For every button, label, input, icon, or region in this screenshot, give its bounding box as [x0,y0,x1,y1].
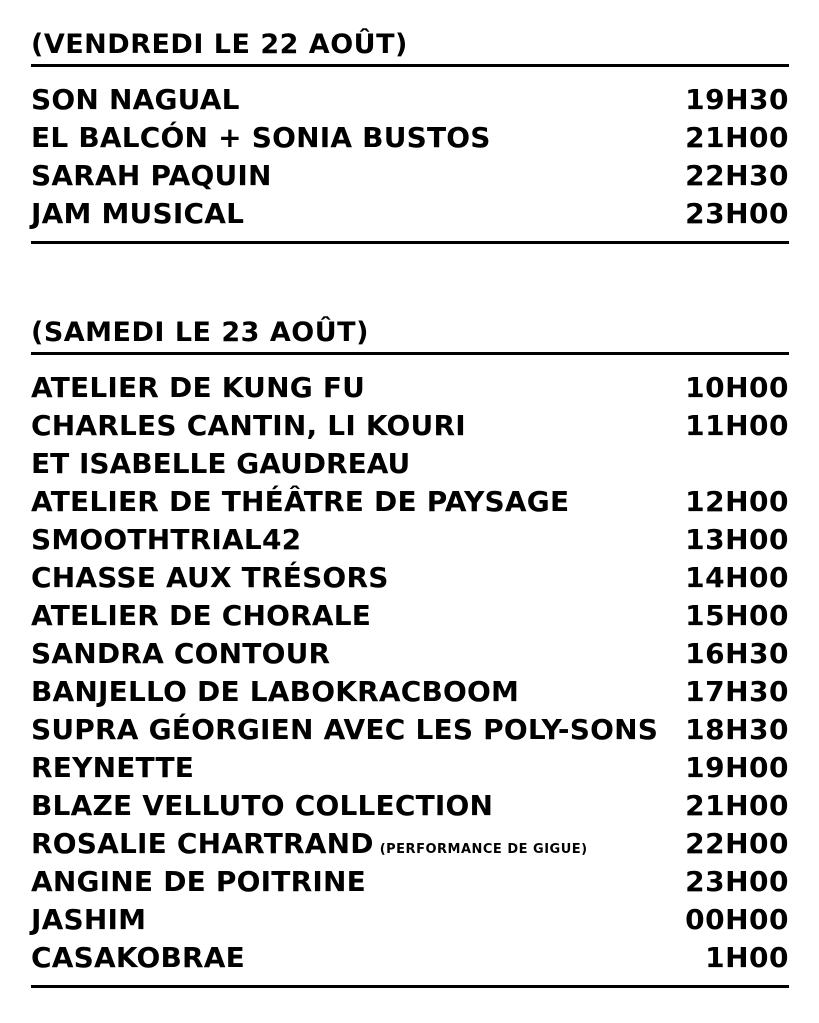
act-name: ATELIER DE KUNG FU [31,371,366,404]
act-time: 15H00 [685,599,789,632]
act-time: 21H00 [685,789,789,822]
saturday-bottom-rule [31,985,789,988]
act-time: 22H00 [685,827,789,860]
act-name: BLAZE VELLUTO COLLECTION [31,789,494,822]
act-time: 18H30 [685,713,789,746]
schedule-row [31,749,789,787]
act-name: SUPRA GÉORGIEN AVEC LES POLY-SONS [31,713,659,746]
schedule-row [31,711,789,749]
schedule-row [31,521,789,559]
schedule-row [31,901,789,939]
act-name: JAM MUSICAL [31,197,245,230]
schedule-row [31,119,789,157]
act-name: CHASSE AUX TRÉSORS [31,561,389,594]
act-time: 19H00 [685,751,789,784]
act-name: ROSALIE CHARTRAND [31,827,374,860]
saturday-schedule [31,316,789,988]
act-time: 17H30 [685,675,789,708]
act-time: 00H00 [685,903,789,936]
act-time: 19H30 [685,83,789,116]
friday-header: (VENDREDI LE 22 AOÛT) [31,29,408,60]
saturday-list [31,369,789,977]
act-name: ANGINE DE POITRINE [31,865,366,898]
schedule-row [31,635,789,673]
act-time: 16H30 [685,637,789,670]
schedule-row [31,825,789,863]
act-time: 14H00 [685,561,789,594]
friday-bottom-rule [31,241,789,244]
act-time: 12H00 [685,485,789,518]
act-name: ATELIER DE CHORALE [31,599,372,632]
act-name: SARAH PAQUIN [31,159,272,192]
act-name-continuation: ET ISABELLE GAUDREAU [31,447,411,480]
act-name: CHARLES CANTIN, LI KOURI [31,409,466,442]
schedule-row [31,939,789,977]
schedule-row [31,195,789,233]
act-name: REYNETTE [31,751,195,784]
schedule-row [31,673,789,711]
act-name: SON NAGUAL [31,83,240,116]
act-time: 13H00 [685,523,789,556]
act-time: 11H00 [685,409,789,442]
act-time: 10H00 [685,371,789,404]
schedule-row [31,369,789,407]
schedule-row [31,787,789,825]
schedule-row [31,483,789,521]
friday-list [31,81,789,233]
act-name: JASHIM [31,903,147,936]
saturday-top-rule [31,352,789,355]
schedule-row [31,81,789,119]
act-note: (PERFORMANCE DE GIGUE) [379,842,588,857]
friday-schedule [31,28,789,244]
act-name: CASAKOBRAE [31,941,245,974]
saturday-header: (SAMEDI LE 23 AOÛT) [31,317,369,348]
schedule-row [31,157,789,195]
act-time: 21H00 [685,121,789,154]
schedule-row [31,559,789,597]
friday-top-rule [31,64,789,67]
act-time: 22H30 [685,159,789,192]
act-name: ATELIER DE THÉÂTRE DE PAYSAGE [31,485,570,518]
act-name: SMOOTHTRIAL42 [31,523,302,556]
schedule-row [31,407,789,445]
act-time: 23H00 [685,865,789,898]
act-name: BANJELLO DE LABOKRACBOOM [31,675,520,708]
act-name: EL BALCÓN + SONIA BUSTOS [31,121,491,154]
act-name: SANDRA CONTOUR [31,637,331,670]
schedule-row [31,597,789,635]
act-time: 1H00 [705,941,789,974]
act-time: 23H00 [685,197,789,230]
